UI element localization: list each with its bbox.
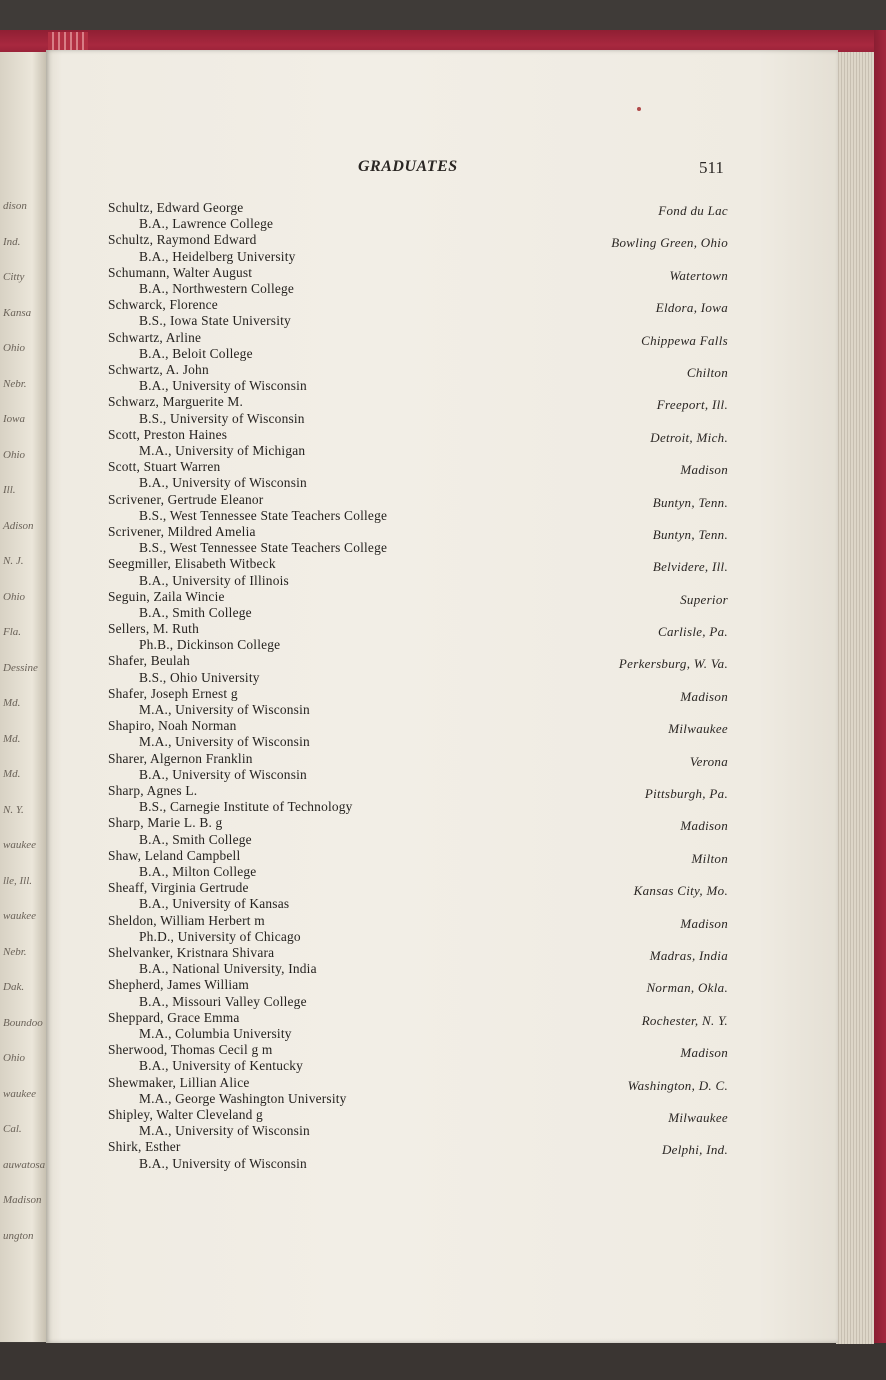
- graduate-degree: B.A., Northwestern College: [139, 280, 295, 296]
- graduate-degree: B.A., National University, India: [139, 961, 317, 977]
- graduate-entry: [108, 589, 728, 621]
- graduate-hometown: Detroit, Mich.: [650, 429, 728, 445]
- graduate-hometown: Pittsburgh, Pa.: [644, 786, 728, 802]
- graduate-entry: [108, 977, 728, 1009]
- graduate-degree: M.A., Columbia University: [139, 1025, 292, 1041]
- left-page-fragment: Ohio: [3, 590, 25, 603]
- graduate-name: Shafer, Joseph Ernest g: [108, 685, 238, 701]
- left-page-fragment: Md.: [3, 732, 21, 745]
- graduate-hometown: Carlisle, Pa.: [658, 624, 728, 640]
- graduate-entry: [108, 686, 728, 718]
- graduate-entry: [108, 362, 728, 394]
- running-title: GRADUATES: [358, 158, 458, 175]
- graduate-name: Scott, Preston Haines: [108, 426, 228, 442]
- left-page-fragment: Dak.: [3, 981, 25, 993]
- graduate-entry: [108, 232, 728, 264]
- graduate-hometown: Kansas City, Mo.: [633, 883, 728, 899]
- graduate-hometown: Madison: [680, 688, 728, 704]
- left-page-fragment: waukee: [3, 839, 36, 851]
- left-page-fragment: Nebr.: [3, 377, 27, 390]
- left-page-fragment: lle, Ill.: [3, 874, 33, 887]
- graduate-name: Seguin, Zaila Wincie: [108, 588, 225, 604]
- graduate-degree: B.A., Heidelberg University: [139, 248, 296, 264]
- graduate-entry: [108, 815, 728, 847]
- graduate-degree: B.A., University of Kansas: [139, 896, 290, 912]
- graduate-entry: [108, 265, 728, 297]
- graduate-entry: [108, 751, 728, 783]
- graduate-entry: [108, 556, 728, 588]
- graduate-name: Shaw, Leland Campbell: [108, 847, 241, 863]
- graduate-hometown: Milwaukee: [668, 1109, 728, 1125]
- graduate-hometown: Madison: [680, 1045, 728, 1061]
- graduate-degree: M.A., University of Wisconsin: [139, 1123, 310, 1139]
- left-page-fragment: Ill.: [3, 484, 16, 496]
- graduate-name: Sharer, Algernon Franklin: [108, 750, 253, 766]
- graduate-degree: B.A., Lawrence College: [139, 216, 274, 232]
- left-page-margin: [0, 52, 46, 1342]
- left-page-fragment: waukee: [3, 1087, 36, 1100]
- graduate-name: Scrivener, Mildred Amelia: [108, 523, 256, 539]
- graduate-hometown: Perkersburg, W. Va.: [618, 656, 728, 672]
- graduate-hometown: Madison: [680, 462, 728, 478]
- graduate-hometown: Belvidere, Ill.: [652, 559, 728, 575]
- book-cover-right-edge: [874, 30, 886, 1350]
- left-page-fragment: Adison: [3, 519, 34, 532]
- graduate-name: Seegmiller, Elisabeth Witbeck: [108, 556, 276, 572]
- left-page-fragment: Citty: [3, 271, 25, 283]
- left-page-fragment: Ohio: [3, 1052, 25, 1064]
- graduate-degree: Ph.B., Dickinson College: [139, 637, 281, 653]
- graduate-hometown: Rochester, N. Y.: [641, 1012, 728, 1028]
- page-block-edges: [836, 52, 874, 1344]
- graduate-hometown: Superior: [680, 591, 728, 607]
- graduate-name: Sharp, Agnes L.: [108, 783, 198, 799]
- graduate-hometown: Eldora, Iowa: [655, 300, 728, 316]
- graduate-name: Shewmaker, Lillian Alice: [108, 1074, 250, 1090]
- graduate-entry: [108, 1042, 728, 1074]
- graduate-degree: B.A., University of Wisconsin: [139, 1155, 307, 1171]
- graduate-entry: [108, 621, 728, 653]
- graduate-degree: M.A., University of Wisconsin: [139, 734, 310, 750]
- graduate-degree: B.A., Smith College: [139, 604, 252, 620]
- background-bottom: [0, 1343, 886, 1380]
- graduate-degree: B.A., University of Illinois: [139, 572, 289, 588]
- graduate-entry: [108, 297, 728, 329]
- left-page-fragment: auwatosa: [3, 1158, 46, 1171]
- graduate-name: Schultz, Raymond Edward: [108, 232, 257, 248]
- left-page-fragment: Md.: [3, 768, 21, 780]
- graduate-degree: B.S., Carnegie Institute of Technology: [139, 799, 353, 815]
- left-page-fragment: Ind.: [3, 235, 21, 248]
- graduate-hometown: Madras, India: [649, 947, 728, 963]
- left-page-fragment: Md.: [3, 697, 21, 709]
- graduate-name: Schwarck, Florence: [108, 297, 218, 313]
- left-page-fragment: Boundoo: [3, 1016, 43, 1029]
- graduate-name: Schumann, Walter August: [108, 264, 253, 280]
- graduate-entry: [108, 1075, 728, 1107]
- graduate-name: Sheaff, Virginia Gertrude: [108, 880, 249, 896]
- graduate-entry: [108, 945, 728, 977]
- graduate-degree: B.A., Smith College: [139, 831, 252, 847]
- left-page-fragment: Iowa: [3, 413, 25, 425]
- graduate-degree: B.A., Missouri Valley College: [139, 993, 307, 1009]
- graduate-hometown: Norman, Okla.: [646, 980, 728, 996]
- graduate-hometown: Chilton: [686, 364, 728, 380]
- graduate-entry: [108, 783, 728, 815]
- graduate-entry: [108, 718, 728, 750]
- graduate-list: [108, 200, 728, 1172]
- graduate-degree: B.A., University of Wisconsin: [139, 766, 307, 782]
- graduate-degree: M.A., University of Michigan: [139, 442, 306, 458]
- graduate-hometown: Watertown: [669, 267, 728, 283]
- graduate-entry: [108, 653, 728, 685]
- graduate-name: Shelvanker, Kristnara Shivara: [108, 944, 275, 960]
- graduate-entry: [108, 200, 728, 232]
- graduate-name: Sellers, M. Ruth: [108, 621, 199, 637]
- graduate-degree: B.S., West Tennessee State Teachers College: [139, 540, 388, 556]
- left-page-fragment: N. J.: [3, 555, 24, 567]
- graduate-name: Schultz, Edward George: [108, 200, 244, 215]
- left-page-fragment: Cal.: [3, 1123, 22, 1135]
- graduate-degree: B.S., Iowa State University: [139, 313, 291, 329]
- graduate-degree: B.A., University of Kentucky: [139, 1058, 304, 1074]
- graduate-name: Shirk, Esther: [108, 1139, 181, 1155]
- graduate-degree: B.S., West Tennessee State Teachers College: [139, 507, 388, 523]
- graduate-degree: B.S., University of Wisconsin: [139, 410, 305, 426]
- graduate-entry: [108, 459, 728, 491]
- graduate-hometown: Buntyn, Tenn.: [652, 526, 728, 542]
- left-page-fragment: dison: [3, 200, 27, 212]
- graduate-degree: M.A., George Washington University: [139, 1090, 347, 1106]
- graduate-hometown: Fond du Lac: [658, 203, 728, 218]
- graduate-name: Sherwood, Thomas Cecil g m: [108, 1042, 273, 1058]
- graduate-hometown: Buntyn, Tenn.: [652, 494, 728, 510]
- left-page-fragment: Kansa: [3, 306, 32, 319]
- graduate-hometown: Washington, D. C.: [627, 1077, 728, 1093]
- graduate-hometown: Delphi, Ind.: [661, 1142, 728, 1158]
- page-number: 511: [699, 158, 724, 177]
- graduate-hometown: Madison: [680, 915, 728, 931]
- graduate-entry: [108, 1139, 728, 1171]
- graduate-name: Shipley, Walter Cleveland g: [108, 1106, 263, 1122]
- graduate-entry: [108, 330, 728, 362]
- graduate-name: Shafer, Beulah: [108, 653, 190, 669]
- graduate-hometown: Freeport, Ill.: [656, 397, 728, 413]
- left-page-fragment: Ohio: [3, 342, 25, 354]
- left-page-fragment: Nebr.: [3, 945, 27, 958]
- graduate-hometown: Chippewa Falls: [641, 332, 728, 348]
- graduate-name: Schwartz, Arline: [108, 329, 202, 345]
- left-page-fragment: waukee: [3, 910, 36, 922]
- graduate-name: Schwarz, Marguerite M.: [108, 394, 244, 410]
- graduate-name: Schwartz, A. John: [108, 361, 209, 377]
- graduate-degree: B.A., Milton College: [139, 864, 257, 880]
- graduate-entry: [108, 1107, 728, 1139]
- graduate-entry: [108, 524, 728, 556]
- graduate-name: Scrivener, Gertrude Eleanor: [108, 491, 264, 507]
- left-page-fragment: Ohio: [3, 448, 25, 461]
- graduate-name: Sheldon, William Herbert m: [108, 912, 265, 928]
- graduate-degree: B.A., University of Wisconsin: [139, 378, 307, 394]
- left-page-fragment: ungton: [3, 1229, 34, 1242]
- graduate-hometown: Madison: [680, 818, 728, 834]
- graduate-hometown: Milwaukee: [668, 721, 728, 737]
- left-page-fragment: Dessine: [3, 661, 38, 674]
- graduate-entry: [108, 492, 728, 524]
- graduate-hometown: Milton: [691, 850, 728, 866]
- left-page-fragment: N. Y.: [3, 803, 24, 816]
- graduate-entry: [108, 1010, 728, 1042]
- graduate-entry: [108, 848, 728, 880]
- graduate-entry: [108, 880, 728, 912]
- graduate-name: Sheppard, Grace Emma: [108, 1009, 240, 1025]
- ink-speck: [637, 107, 641, 111]
- graduate-name: Scott, Stuart Warren: [108, 459, 221, 475]
- graduate-degree: B.A., Beloit College: [139, 345, 253, 361]
- left-page-fragment: Fla.: [3, 626, 22, 638]
- left-page-fragment: Madison: [3, 1194, 42, 1206]
- graduate-hometown: Bowling Green, Ohio: [611, 235, 728, 251]
- graduate-entry: [108, 394, 728, 426]
- graduate-degree: Ph.D., University of Chicago: [139, 928, 301, 944]
- graduate-entry: [108, 913, 728, 945]
- graduate-entry: [108, 427, 728, 459]
- graduate-degree: B.A., University of Wisconsin: [139, 475, 307, 491]
- graduate-name: Shepherd, James William: [108, 977, 250, 993]
- graduate-degree: B.S., Ohio University: [139, 669, 260, 685]
- graduate-hometown: Verona: [689, 753, 728, 769]
- graduate-name: Shapiro, Noah Norman: [108, 718, 237, 734]
- graduate-name: Sharp, Marie L. B. g: [108, 815, 223, 831]
- graduate-degree: M.A., University of Wisconsin: [139, 702, 310, 718]
